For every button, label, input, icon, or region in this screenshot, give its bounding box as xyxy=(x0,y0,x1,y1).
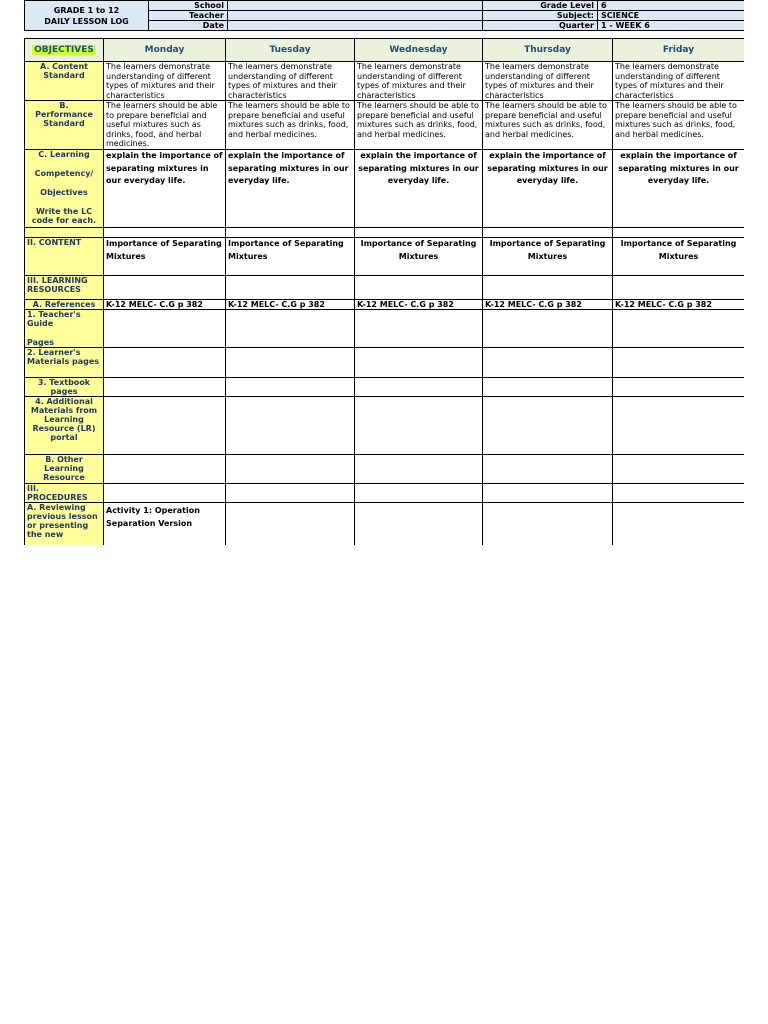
header-table xyxy=(24,0,744,31)
school-field[interactable] xyxy=(228,1,483,11)
cell-proc-tuesday[interactable] xyxy=(226,484,355,503)
quarter-value[interactable]: 1 - WEEK 6 xyxy=(598,21,745,31)
cell-tb-wednesday[interactable] xyxy=(355,378,483,397)
cell-performance-standard-wednesday[interactable]: The learners should be able to prepare beneficial and useful mixtures such as drinks, food, and herbal medicines. xyxy=(355,101,483,150)
cell-performance-standard-monday[interactable]: The learners should be able to prepare beneficial and useful mixtures such as drinks, food, and herbal medicines. xyxy=(104,101,226,150)
subject-label: Subject: xyxy=(483,11,598,21)
teachers-guide-row xyxy=(25,310,745,348)
cell-references-thursday[interactable]: K-12 MELC- C.G p 382 xyxy=(483,300,613,310)
learners-materials-label: 2. Learner's Materials pages xyxy=(25,348,104,378)
teachers-guide-label-1: 1. Teacher's Guide xyxy=(27,310,81,328)
cell-references-friday[interactable]: K-12 MELC- C.G p 382 xyxy=(613,300,745,310)
cell-content-standard-wednesday[interactable]: The learners demonstrate understanding of different types of mixtures and their characteristics xyxy=(355,62,483,101)
cell-olr-friday[interactable] xyxy=(613,455,745,484)
date-field[interactable] xyxy=(228,21,483,31)
cell-tg-thursday[interactable] xyxy=(483,310,613,348)
cell-olr-monday[interactable] xyxy=(104,455,226,484)
day-header-friday: Friday xyxy=(613,39,745,62)
learners-materials-row xyxy=(25,348,745,378)
blank-side-cell xyxy=(25,228,104,238)
cell-am-monday[interactable] xyxy=(104,397,226,455)
cell-tg-tuesday[interactable] xyxy=(226,310,355,348)
cell-content-thursday[interactable]: Importance of Separating Mixtures xyxy=(483,238,613,276)
cell-references-wednesday[interactable]: K-12 MELC- C.G p 382 xyxy=(355,300,483,310)
learning-competency-row xyxy=(25,150,745,228)
cell-competency-monday[interactable]: explain the importance of separating mixtures in our everyday life. xyxy=(104,150,226,228)
title-line-1: GRADE 1 to 12 xyxy=(53,5,120,15)
cell-olr-tuesday[interactable] xyxy=(226,455,355,484)
teachers-guide-label xyxy=(25,310,104,348)
cell-tb-monday[interactable] xyxy=(104,378,226,397)
learning-competency-label-3: Objectives xyxy=(40,188,88,197)
learning-competency-label-2: Competency/ xyxy=(34,169,94,178)
cell-tg-monday[interactable] xyxy=(104,310,226,348)
log-title xyxy=(25,1,149,31)
content-standard-label: A. Content Standard xyxy=(25,62,104,101)
cell-references-monday[interactable]: K-12 MELC- C.G p 382 xyxy=(104,300,226,310)
procedures-label: III. PROCEDURES xyxy=(25,484,104,503)
learning-competency-label xyxy=(25,150,104,228)
cell-tb-tuesday[interactable] xyxy=(226,378,355,397)
cell-content-tuesday[interactable]: Importance of Separating Mixtures xyxy=(226,238,355,276)
cell-reviewing-monday[interactable]: Activity 1: Operation Separation Version xyxy=(104,503,226,546)
cell-proc-wednesday[interactable] xyxy=(355,484,483,503)
day-header-wednesday: Wednesday xyxy=(355,39,483,62)
cell-resources-wednesday[interactable] xyxy=(355,276,483,300)
cell-am-tuesday[interactable] xyxy=(226,397,355,455)
cell-tg-wednesday[interactable] xyxy=(355,310,483,348)
teacher-field[interactable] xyxy=(228,11,483,21)
cell-olr-thursday[interactable] xyxy=(483,455,613,484)
other-resource-row xyxy=(25,455,745,484)
cell-lm-thursday[interactable] xyxy=(483,348,613,378)
cell-am-thursday[interactable] xyxy=(483,397,613,455)
date-label: Date xyxy=(149,21,228,31)
cell-content-standard-tuesday[interactable]: The learners demonstrate understanding of different types of mixtures and their characteristics xyxy=(226,62,355,101)
blank-row xyxy=(25,228,745,238)
performance-standard-label-1: B. xyxy=(59,101,69,110)
textbook-row xyxy=(25,378,745,397)
cell-content-friday[interactable]: Importance of Separating Mixtures xyxy=(613,238,745,276)
cell-competency-wednesday[interactable]: explain the importance of separating mixtures in our everyday life. xyxy=(355,150,483,228)
blank-cell-wednesday[interactable] xyxy=(355,228,483,238)
quarter-label: Quarter xyxy=(483,21,598,31)
learning-resources-label: III. LEARNING RESOURCES xyxy=(25,276,104,300)
day-header-row xyxy=(25,39,745,62)
reviewing-label: A. Reviewing previous lesson or presenting the new xyxy=(25,503,104,546)
grade-level-value[interactable]: 6 xyxy=(598,1,745,11)
cell-competency-friday[interactable]: explain the importance of separating mixtures in our everyday life. xyxy=(613,150,745,228)
cell-resources-tuesday[interactable] xyxy=(226,276,355,300)
content-label: II. CONTENT xyxy=(25,238,104,276)
cell-olr-wednesday[interactable] xyxy=(355,455,483,484)
blank-cell-tuesday[interactable] xyxy=(226,228,355,238)
cell-reviewing-thursday[interactable] xyxy=(483,503,613,546)
day-header-monday: Monday xyxy=(104,39,226,62)
cell-lm-friday[interactable] xyxy=(613,348,745,378)
additional-materials-row xyxy=(25,397,745,455)
daily-lesson-log-sheet xyxy=(24,0,744,545)
cell-content-monday[interactable]: Importance of Separating Mixtures xyxy=(104,238,226,276)
learning-resources-row xyxy=(25,276,745,300)
lesson-table xyxy=(24,38,744,545)
subject-value[interactable]: SCIENCE xyxy=(598,11,745,21)
performance-standard-label xyxy=(25,101,104,150)
reviewing-row xyxy=(25,503,745,546)
learning-competency-label-1: C. Learning xyxy=(38,150,90,159)
cell-lm-monday[interactable] xyxy=(104,348,226,378)
day-header-tuesday: Tuesday xyxy=(226,39,355,62)
cell-lm-tuesday[interactable] xyxy=(226,348,355,378)
title-line-2: DAILY LESSON LOG xyxy=(44,16,129,26)
learning-competency-label-4: Write the LC code for each. xyxy=(31,207,97,225)
cell-proc-friday[interactable] xyxy=(613,484,745,503)
cell-resources-thursday[interactable] xyxy=(483,276,613,300)
cell-competency-tuesday[interactable]: explain the importance of separating mixtures in our everyday life. xyxy=(226,150,355,228)
textbook-label: 3. Textbook pages xyxy=(25,378,104,397)
cell-reviewing-tuesday[interactable] xyxy=(226,503,355,546)
cell-content-standard-monday[interactable]: The learners demonstrate understanding of different types of mixtures and their characteristics xyxy=(104,62,226,101)
blank-cell-thursday[interactable] xyxy=(483,228,613,238)
day-header-thursday: Thursday xyxy=(483,39,613,62)
performance-standard-row xyxy=(25,101,745,150)
school-label: School xyxy=(149,1,228,11)
cell-lm-wednesday[interactable] xyxy=(355,348,483,378)
cell-content-wednesday[interactable]: Importance of Separating Mixtures xyxy=(355,238,483,276)
cell-tb-friday[interactable] xyxy=(613,378,745,397)
cell-tb-thursday[interactable] xyxy=(483,378,613,397)
cell-performance-standard-tuesday[interactable]: The learners should be able to prepare beneficial and useful mixtures such as drinks, food, and herbal medicines. xyxy=(226,101,355,150)
cell-content-standard-friday[interactable]: The learners demonstrate understanding of different types of mixtures and their characteristics xyxy=(613,62,745,101)
cell-am-wednesday[interactable] xyxy=(355,397,483,455)
performance-standard-label-2: Performance Standard xyxy=(35,110,93,128)
references-label: A. References xyxy=(25,300,104,310)
content-standard-row xyxy=(25,62,745,101)
cell-reviewing-friday[interactable] xyxy=(613,503,745,546)
blank-cell-friday[interactable] xyxy=(613,228,745,238)
cell-am-friday[interactable] xyxy=(613,397,745,455)
teachers-guide-label-2: Pages xyxy=(27,338,54,347)
teacher-label: Teacher xyxy=(149,11,228,21)
cell-content-standard-thursday[interactable]: The learners demonstrate understanding of different types of mixtures and their characteristics xyxy=(483,62,613,101)
cell-competency-thursday[interactable]: explain the importance of separating mixtures in our everyday life. xyxy=(483,150,613,228)
cell-proc-monday[interactable] xyxy=(104,484,226,503)
additional-materials-label: 4. Additional Materials from Learning Resource (LR) portal xyxy=(25,397,104,455)
cell-resources-monday[interactable] xyxy=(104,276,226,300)
objectives-header: OBJECTIVES xyxy=(25,39,104,62)
cell-tg-friday[interactable] xyxy=(613,310,745,348)
cell-performance-standard-thursday[interactable]: The learners should be able to prepare beneficial and useful mixtures such as drinks, food, and herbal medicines. xyxy=(483,101,613,150)
cell-references-tuesday[interactable]: K-12 MELC- C.G p 382 xyxy=(226,300,355,310)
content-row xyxy=(25,238,745,276)
blank-cell-monday[interactable] xyxy=(104,228,226,238)
cell-reviewing-wednesday[interactable] xyxy=(355,503,483,546)
procedures-row xyxy=(25,484,745,503)
cell-performance-standard-friday[interactable]: The learners should be able to prepare beneficial and useful mixtures such as drinks, food, and herbal medicines. xyxy=(613,101,745,150)
cell-proc-thursday[interactable] xyxy=(483,484,613,503)
references-row xyxy=(25,300,745,310)
other-resource-label: B. Other Learning Resource xyxy=(25,455,104,484)
cell-resources-friday[interactable] xyxy=(613,276,745,300)
grade-level-label: Grade Level xyxy=(483,1,598,11)
